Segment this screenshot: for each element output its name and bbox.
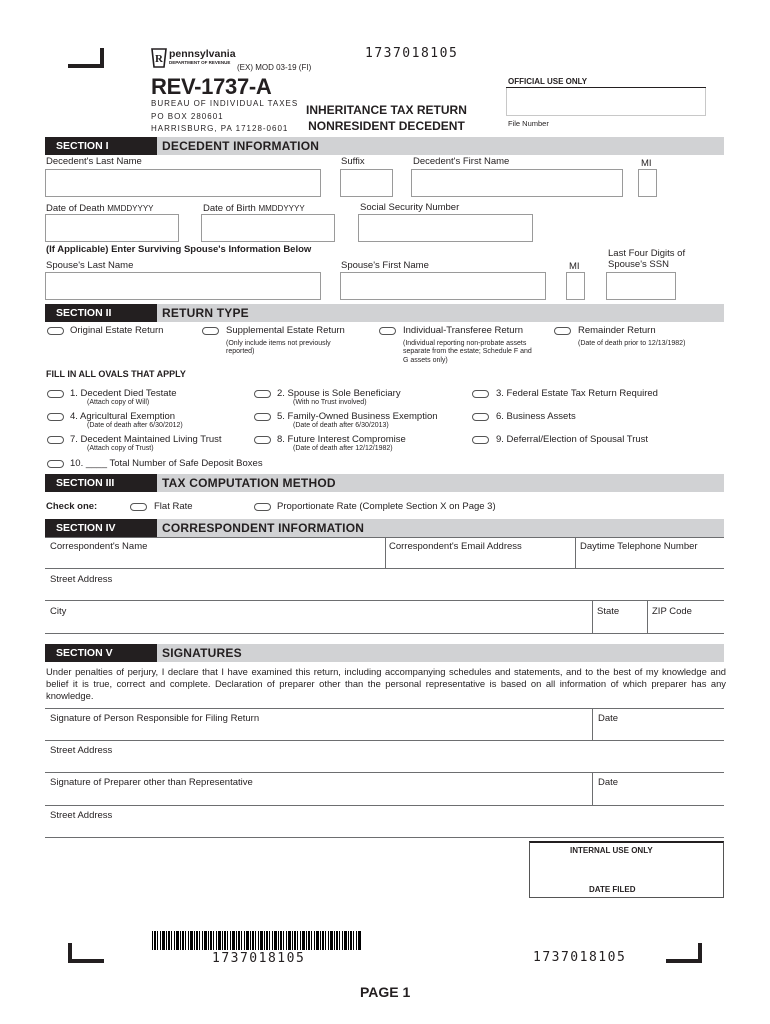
option-4-label: 4. Agricultural Exemption [70, 411, 176, 422]
city-label: City [50, 606, 67, 617]
form-number-bottom: 1737018105 [533, 950, 627, 965]
flat-rate-label: Flat Rate [154, 501, 193, 512]
logo-word: pennsylvania [169, 48, 236, 60]
correspondent-name-label: Correspondent's Name [50, 541, 148, 552]
corner-mark-top-left [68, 48, 104, 68]
section-1-title: DECEDENT INFORMATION [157, 137, 724, 155]
return-type-remainder-label: Remainder Return [578, 325, 656, 336]
bureau-line: PO BOX 280601 [151, 111, 224, 121]
section-2-title: RETURN TYPE [157, 304, 724, 322]
option-8-oval[interactable] [254, 436, 271, 444]
keystone-icon [151, 48, 167, 68]
section-5-tag: SECTION V [45, 644, 157, 662]
bureau-line: HARRISBURG, PA 17128-0601 [151, 124, 289, 133]
date-of-birth-text: Date of Birth [203, 203, 256, 214]
decedent-last-name-label: Decedent's Last Name [46, 156, 142, 167]
zip-code-label: ZIP Code [652, 606, 692, 617]
date-of-birth-format: MMDDYYYY [258, 204, 305, 213]
ssn-label: Social Security Number [360, 202, 460, 213]
option-1-oval[interactable] [47, 390, 64, 398]
bureau-address [151, 98, 298, 136]
barcode [152, 931, 362, 950]
barcode-number: 1737018105 [212, 951, 306, 966]
title-line: NONRESIDENT DECEDENT [308, 119, 465, 133]
mi-field[interactable] [638, 169, 657, 197]
option-10-label: 10. ____ Total Number of Safe Deposit Boxes [70, 458, 263, 469]
spouse-first-name-field[interactable] [340, 272, 546, 300]
option-8-label: 8. Future Interest Compromise [277, 434, 406, 445]
ssn-field[interactable] [358, 214, 533, 242]
option-3-label: 3. Federal Estate Tax Return Required [496, 388, 658, 399]
return-type-individual-label: Individual-Transferee Return [403, 325, 524, 336]
flat-rate-oval[interactable] [130, 503, 147, 511]
date-of-death-text: Date of Death [46, 203, 105, 214]
signature-street-1-field[interactable] [45, 741, 724, 772]
date-filed-label: DATE FILED [589, 885, 636, 894]
option-5-note: (Date of death after 6/30/2013) [293, 422, 389, 429]
option-5-oval[interactable] [254, 413, 271, 421]
return-type-supplemental-label: Supplemental Estate Return [226, 325, 345, 336]
option-7-oval[interactable] [47, 436, 64, 444]
option-2-note: (With no Trust involved) [293, 399, 367, 406]
option-10-oval[interactable] [47, 460, 64, 468]
spouse-first-name-label: Spouse's First Name [341, 260, 429, 271]
file-number-label: File Number [508, 119, 549, 128]
option-8-note: (Date of death after 12/12/1982) [293, 445, 393, 452]
section-3-title: TAX COMPUTATION METHOD [157, 474, 724, 492]
date-of-birth-label [203, 203, 305, 214]
option-7-note: (Attach copy of Trust) [87, 445, 154, 452]
form-revision: (EX) MOD 03-19 (FI) [237, 63, 312, 72]
date-of-death-format: MMDDYYYY [107, 204, 154, 213]
declaration-text: Under penalties of perjury, I declare that I have examined this return, including accompanying schedules and statements, and to the best of my knowledge and belief it is true, correct and complete. Declaration of preparer other than the personal representative is based on all information of which preparer has any knowledge. [46, 666, 726, 701]
signature-street-1-label: Street Address [50, 745, 113, 756]
option-6-oval[interactable] [472, 413, 489, 421]
corner-mark-bottom-right [666, 943, 702, 963]
city-field[interactable] [45, 601, 592, 633]
logo-department: DEPARTMENT OF REVENUE [169, 60, 231, 65]
return-type-supplemental-oval[interactable] [202, 327, 219, 335]
section-2-tag: SECTION II [45, 304, 157, 322]
signature-date-2-label: Date [598, 777, 619, 788]
decedent-first-name-field[interactable] [411, 169, 623, 197]
daytime-phone-label: Daytime Telephone Number [580, 541, 698, 552]
spouse-mi-field[interactable] [566, 272, 585, 300]
signature-preparer-label: Signature of Preparer other than Representative [50, 777, 253, 788]
spouse-ssn-field[interactable] [606, 272, 676, 300]
section-3-tag: SECTION III [45, 474, 157, 492]
title-line: INHERITANCE TAX RETURN [306, 103, 467, 117]
official-use-label: OFFICIAL USE ONLY [508, 77, 588, 86]
option-1-label: 1. Decedent Died Testate [70, 388, 177, 399]
return-type-remainder-oval[interactable] [554, 327, 571, 335]
signature-rule [45, 837, 724, 838]
option-4-note: (Date of death after 6/30/2012) [87, 422, 183, 429]
correspondent-email-label: Correspondent's Email Address [389, 541, 522, 552]
option-9-label: 9. Deferral/Election of Spousal Trust [496, 434, 649, 445]
page-number: PAGE 1 [360, 984, 411, 1000]
option-2-oval[interactable] [254, 390, 271, 398]
svg-text:R: R [155, 53, 163, 65]
spouse-last-name-label: Spouse's Last Name [46, 260, 134, 271]
return-type-remainder-note: (Date of death prior to 12/13/1982) [578, 340, 686, 347]
signature-street-2-field[interactable] [45, 806, 724, 837]
date-of-birth-field[interactable] [201, 214, 335, 242]
section-4-tag: SECTION IV [45, 519, 157, 537]
date-of-death-field[interactable] [45, 214, 179, 242]
correspondent-rule [45, 633, 724, 634]
spouse-ssn-label: Last Four Digits of Spouse's SSN [608, 248, 686, 270]
section-5-title: SIGNATURES [157, 644, 724, 662]
date-of-death-label [46, 203, 154, 214]
option-2-label: 2. Spouse is Sole Beneficiary [277, 388, 401, 399]
correspondent-street-label: Street Address [50, 574, 113, 585]
return-type-individual-oval[interactable] [379, 327, 396, 335]
check-one-label: Check one: [46, 501, 98, 512]
fill-ovals-heading: FILL IN ALL OVALS THAT APPLY [46, 369, 186, 379]
spouse-last-name-field[interactable] [45, 272, 321, 300]
form-number-top: 1737018105 [365, 46, 459, 61]
bureau-line: BUREAU OF INDIVIDUAL TAXES [151, 99, 299, 108]
option-4-oval[interactable] [47, 413, 64, 421]
section-4-title: CORRESPONDENT INFORMATION [157, 519, 724, 537]
signature-person-label: Signature of Person Responsible for Filing Return [50, 713, 260, 724]
suffix-field[interactable] [340, 169, 393, 197]
suffix-label: Suffix [341, 156, 365, 167]
option-6-label: 6. Business Assets [496, 411, 576, 422]
spouse-heading: (If Applicable) Enter Surviving Spouse's Information Below [46, 244, 312, 255]
form-title [306, 102, 467, 134]
form-code: REV-1737-A [151, 74, 272, 99]
section-1-tag: SECTION I [45, 137, 157, 155]
proportionate-rate-oval[interactable] [254, 503, 271, 511]
state-label: State [597, 606, 620, 617]
proportionate-rate-label: Proportionate Rate (Complete Section X on Page 3) [277, 501, 496, 512]
decedent-first-name-label: Decedent's First Name [413, 156, 510, 167]
internal-use-label: INTERNAL USE ONLY [570, 846, 653, 855]
signature-date-1-label: Date [598, 713, 619, 724]
file-number-field[interactable] [506, 88, 706, 116]
corner-mark-bottom-left [68, 943, 104, 963]
return-type-original-oval[interactable] [47, 327, 64, 335]
mi-label: MI [641, 158, 652, 169]
decedent-last-name-field[interactable] [45, 169, 321, 197]
option-7-label: 7. Decedent Maintained Living Trust [70, 434, 222, 445]
correspondent-street-field[interactable] [45, 569, 724, 600]
return-type-individual-note: (Individual reporting non-probate assets separate from the estate; Schedule F and G assets only) [403, 340, 532, 364]
option-9-oval[interactable] [472, 436, 489, 444]
option-1-note: (Attach copy of Will) [87, 399, 150, 406]
return-type-original-label: Original Estate Return [70, 325, 164, 336]
return-type-supplemental-note: (Only include items not previously reported) [226, 340, 331, 356]
option-3-oval[interactable] [472, 390, 489, 398]
signature-street-2-label: Street Address [50, 810, 113, 821]
option-5-label: 5. Family-Owned Business Exemption [277, 411, 438, 422]
spouse-mi-label: MI [569, 261, 580, 272]
